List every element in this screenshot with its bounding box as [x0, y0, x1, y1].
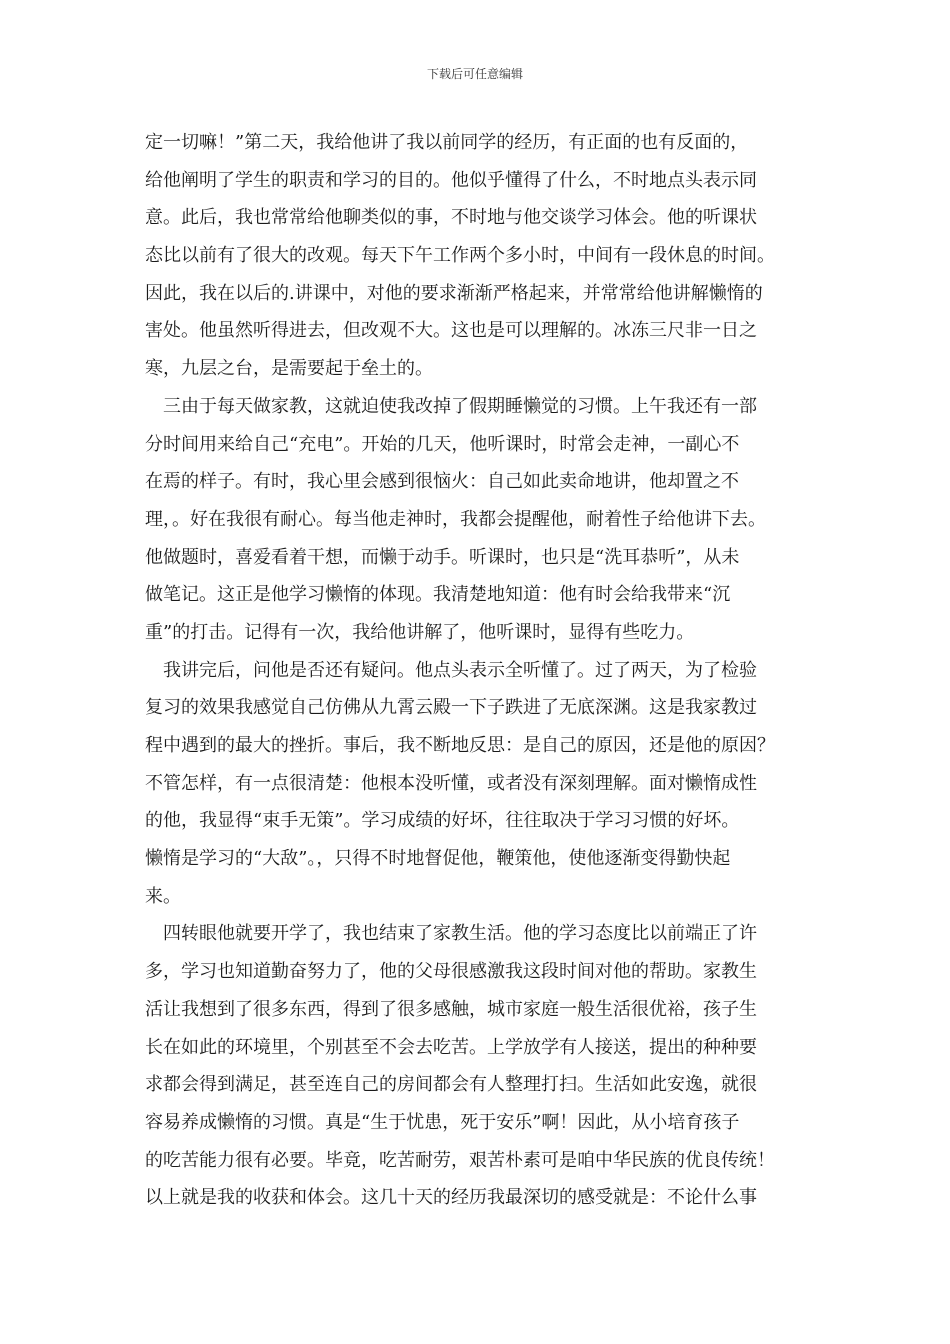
text-line: 容易养成懒惰的习惯。真是“生于忧患，死于安乐”啊！因此，从小培育孩子: [145, 1111, 740, 1133]
text-line: 理，。好在我很有耐心。每当他走神时，我都会提醒他，耐着性子给他讲下去。: [145, 508, 766, 530]
text-line: 不管怎样，有一点很清楚：他根本没听懂，或者没有深刻理解。面对懒惰成性: [145, 772, 757, 794]
text-line: 多，学习也知道勤奋努力了，他的父母很感激我这段时间对他的帮助。家教生: [145, 961, 757, 983]
text-line: 来。: [145, 885, 181, 907]
text-line: 三由于每天做家教，这就迫使我改掉了假期睡懒觉的习惯。上午我还有一部: [163, 395, 757, 417]
text-line: 分时间用来给自己“充电”。开始的几天，他听课时，时常会走神，一副心不: [145, 433, 740, 455]
text-line: 懒惰是学习的“大敌”。，只得不时地督促他，鞭策他，使他逐渐变得勤快起: [145, 848, 731, 870]
text-line: 我讲完后，问他是否还有疑问。他点头表示全听懂了。过了两天，为了检验: [163, 659, 757, 681]
text-line: 定一切嘛！”第二天，我给他讲了我以前同学的经历，有正面的也有反面的，: [145, 132, 749, 153]
text-line: 求都会得到满足，甚至连自己的房间都会有人整理打扫。生活如此安逸，就很: [145, 1074, 757, 1096]
text-line: 意。此后，我也常常给他聊类似的事，不时地与他交谈学习体会。他的听课状: [145, 207, 757, 229]
text-line: 因此，我在以后的.讲课中，对他的要求渐渐严格起来，并常常给他讲解懒惰的: [145, 282, 763, 304]
text-line: 的吃苦能力很有必要。毕竟，吃苦耐劳，艰苦朴素可是咱中华民族的优良传统！: [145, 1149, 775, 1171]
text-line: 以上就是我的收获和体会。这几十天的经历我最深切的感受就是：不论什么事: [145, 1187, 757, 1209]
text-line: 害处。他虽然听得进去，但改观不大。这也是可以理解的。冰冻三尺非一日之: [145, 320, 757, 342]
text-line: 态比以前有了很大的改观。每天下午工作两个多小时，中间有一段休息的时间。: [145, 245, 775, 267]
text-line: 的他，我显得“束手无策”。学习成绩的好坏，往往取决于学习习惯的好坏。: [145, 810, 740, 832]
text-line: 长在如此的环境里，个别甚至不会去吃苦。上学放学有人接送，提出的种种要: [145, 1036, 757, 1058]
text-line: 活让我想到了很多东西，得到了很多感触，城市家庭一般生活很优裕，孩子生: [145, 998, 757, 1020]
text-line: 复习的效果我感觉自己仿佛从九霄云殿一下子跌进了无底深渊。这是我家教过: [145, 697, 757, 719]
text-line: 程中遇到的最大的挫折。事后，我不断地反思：是自己的原因，还是他的原因？: [145, 735, 775, 756]
text-line: 做笔记。这正是他学习懒惰的体现。我清楚地知道：他有时会给我带来“沉: [145, 584, 731, 606]
text-line: 四转眼他就要开学了，我也结束了家教生活。他的学习态度比以前端正了许: [163, 923, 757, 945]
page-header-note: 下载后可任意编辑: [426, 67, 523, 81]
text-line: 他做题时，喜爱看着干想，而懒于动手。听课时，也只是“洗耳恭听”，从未: [145, 546, 740, 568]
text-line: 给他阐明了学生的职责和学习的目的。他似乎懂得了什么，不时地点头表示同: [145, 169, 757, 191]
text-line: 在焉的样子。有时，我心里会感到很恼火：自己如此卖命地讲，他却置之不: [145, 471, 739, 493]
text-line: 寒，九层之台，是需要起于垒土的。: [145, 358, 433, 380]
document-body: [145, 124, 825, 1217]
text-line: 重”的打击。记得有一次，我给他讲解了，他听课时，显得有些吃力。: [145, 621, 695, 643]
